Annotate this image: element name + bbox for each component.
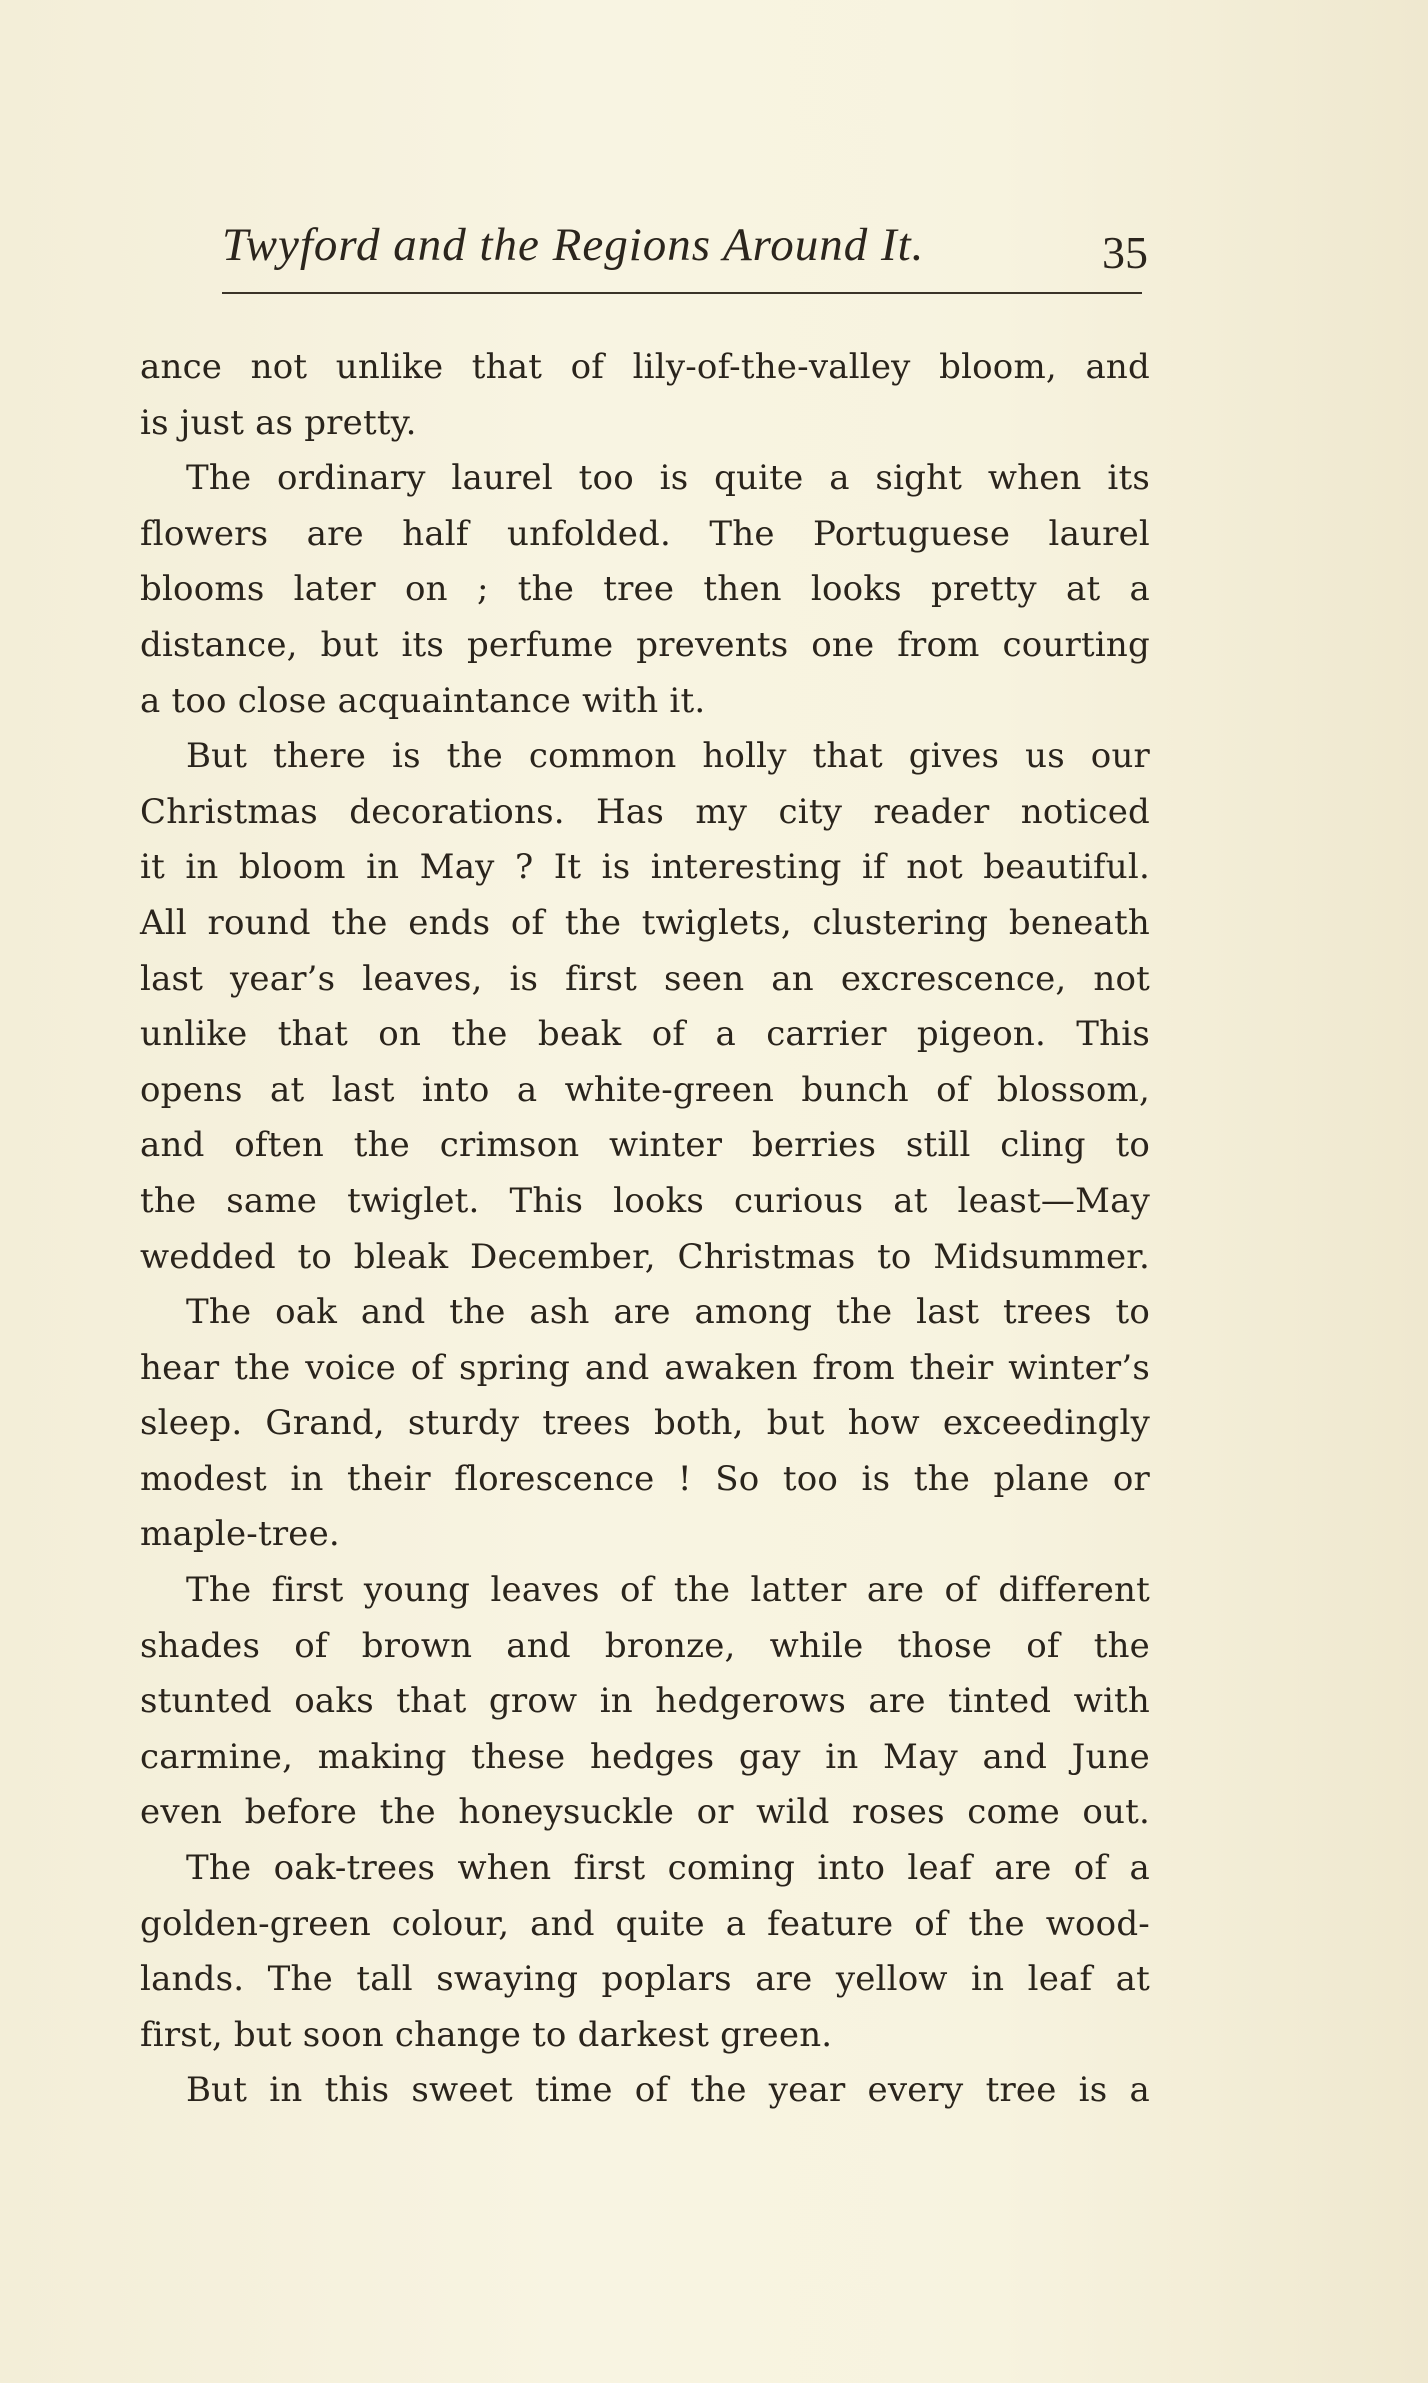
- text-line: opens at last into a white-green bunch of blossom,: [140, 1069, 1150, 1110]
- text-line: lands. The tall swaying poplars are yellow in leaf at: [140, 1959, 1150, 2000]
- text-line: flowers are half unfolded. The Portuguese laurel: [140, 513, 1150, 554]
- text-line: is just as pretty.: [140, 402, 417, 443]
- text-line: distance, but its perfume prevents one from courting: [140, 624, 1150, 665]
- body-text: [140, 340, 1150, 2119]
- text-line: The oak and the ash are among the last trees to: [186, 1292, 1150, 1333]
- text-line: ance not unlike that of lily-of-the-valley bloom, and: [140, 347, 1150, 387]
- text-line: The first young leaves of the latter are of different: [186, 1570, 1150, 1611]
- text-line: it in bloom in May ? It is interesting if not beautiful.: [140, 847, 1150, 888]
- text-line: stunted oaks that grow in hedgerows are tinted with: [140, 1681, 1150, 1722]
- text-line: maple-tree.: [140, 1514, 340, 1555]
- text-line: sleep. Grand, sturdy trees both, but how exceedingly: [140, 1403, 1150, 1444]
- text-line: shades of brown and bronze, while those of the: [140, 1625, 1150, 1666]
- text-line: The ordinary laurel too is quite a sight when its: [186, 458, 1150, 499]
- text-line: last year’s leaves, is first seen an excrescence, not: [140, 958, 1150, 999]
- text-line: wedded to bleak December, Christmas to Midsummer.: [140, 1236, 1150, 1277]
- header-rule: [222, 292, 1142, 294]
- text-line: unlike that on the beak of a carrier pigeon. This: [140, 1014, 1150, 1055]
- text-line: hear the voice of spring and awaken from their winter’s: [140, 1347, 1150, 1388]
- page-number: 35: [1102, 227, 1148, 278]
- text-line: golden-green colour, and quite a feature of the wood-: [140, 1903, 1150, 1944]
- text-line: The oak-trees when first coming into leaf are of a: [186, 1848, 1150, 1889]
- text-line: first, but soon change to darkest green.: [140, 2014, 833, 2055]
- text-line: blooms later on ; the tree then looks pretty at a: [140, 569, 1150, 610]
- text-line: even before the honeysuckle or wild roses come out.: [140, 1792, 1150, 1833]
- text-line: the same twiglet. This looks curious at least—May: [140, 1180, 1150, 1221]
- text-line: modest in their florescence ! So too is the plane or: [140, 1458, 1150, 1499]
- text-line: All round the ends of the twiglets, clustering beneath: [140, 902, 1150, 943]
- text-line: carmine, making these hedges gay in May and June: [140, 1736, 1150, 1777]
- text-line: But there is the common holly that gives us our: [186, 736, 1150, 777]
- text-line: But in this sweet time of the year every tree is a: [186, 2070, 1150, 2111]
- running-title: Twyford and the Regions Around It.: [222, 219, 925, 271]
- text-line: and often the crimson winter berries still cling to: [140, 1125, 1150, 1166]
- text-line: Christmas decorations. Has my city reader noticed: [140, 791, 1150, 832]
- page-header: [0, 218, 1428, 288]
- text-line: a too close acquaintance with it.: [140, 680, 706, 721]
